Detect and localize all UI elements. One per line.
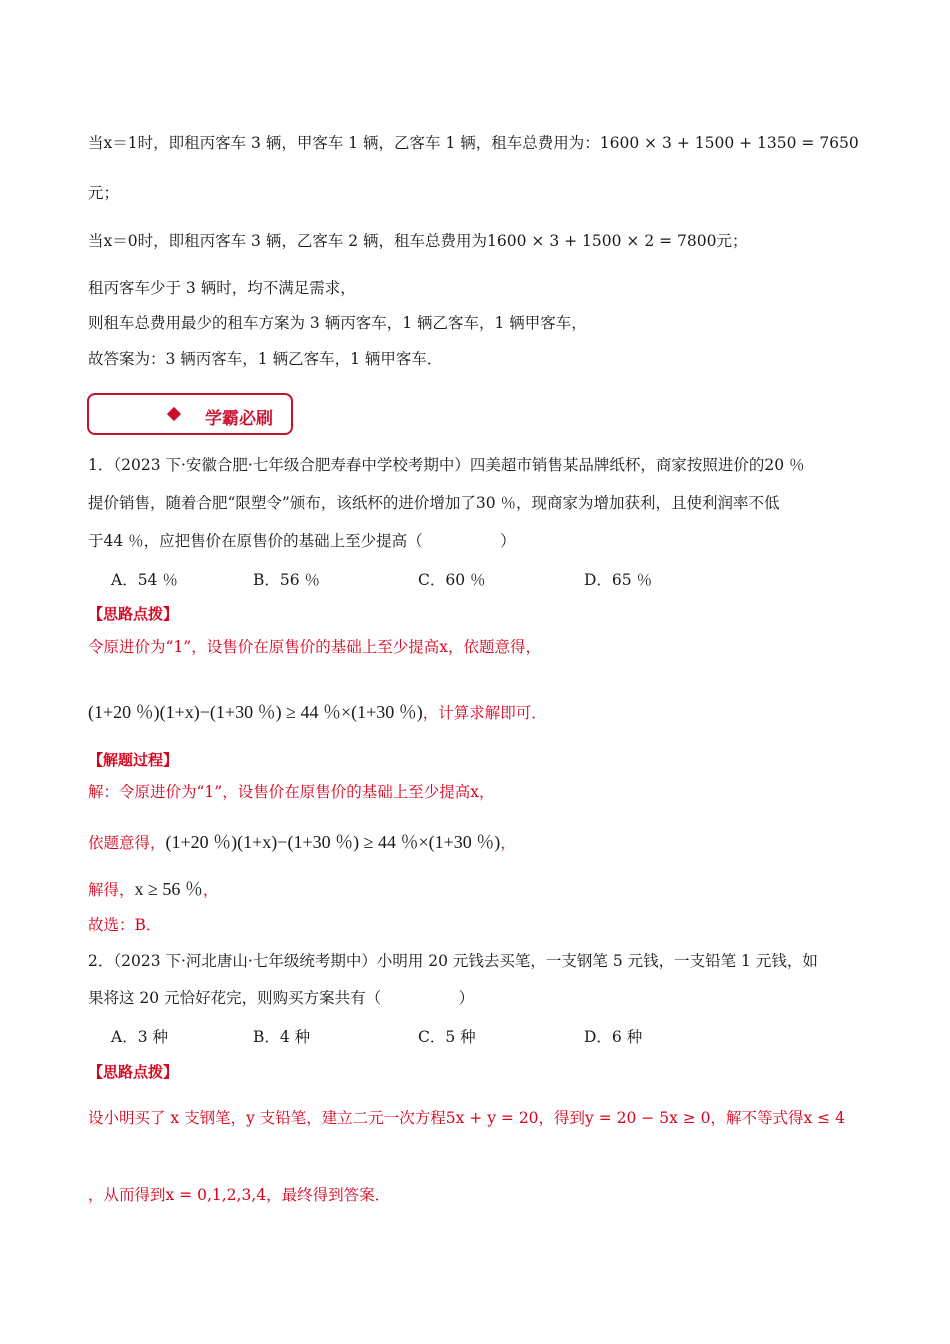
- section-heading: [87, 393, 293, 435]
- q1-option-c: C．60 ％: [418, 571, 486, 589]
- q2-hint-line-2: ，从而得到x = 0,1,2,3,4，最终得到答案．: [88, 1186, 391, 1204]
- q2-line-1: 2．（2023 下·河北唐山·七年级统考期中）小明用 20 元钱去买笔，一支钢笔 5 元钱，一支铅笔 1 元钱，如: [88, 952, 818, 970]
- q2-hint-tag: 【思路点拨】: [88, 1063, 179, 1081]
- intro-line-2: 当x＝0时，即租丙客车 3 辆，乙客车 2 辆，租车总费用为1600 × 3 + 1500 × 2 = 7800元；: [88, 232, 748, 250]
- q1-hint-tag: 【思路点拨】: [88, 605, 179, 623]
- q1-line-3: 于44 ％，应把售价在原售价的基础上至少提高（ ）: [88, 532, 516, 550]
- diamond-icon: [167, 407, 181, 421]
- q1-hint-formula-line: [88, 702, 547, 723]
- q2-option-a: A．3 种: [111, 1028, 168, 1046]
- q2-hint-line-1: 设小明买了 x 支钢笔，y 支铅笔，建立二元一次方程5x + y = 20，得到y = 20 − 5x ≥ 0，解不等式得x ≤ 4: [88, 1109, 845, 1127]
- q1-solution-line-2-formula: (1+20 ％)(1+x)−(1+30 ％) ≥ 44 ％×(1+30 ％): [165, 832, 501, 852]
- q1-solution-line-2-suffix: ，: [500, 834, 516, 852]
- section-title: 学霸必刷: [205, 409, 273, 429]
- q2-option-d: D．6 种: [584, 1028, 643, 1046]
- q1-option-d: D．65 ％: [584, 571, 653, 589]
- q1-option-a: A．54 ％: [111, 571, 178, 589]
- q1-hint-suffix: ，计算求解即可．: [422, 704, 547, 722]
- q1-solution-line-3-prefix: 解得，: [88, 881, 135, 899]
- q1-solution-line-3-formula: x ≥ 56 ％: [134, 879, 203, 899]
- q2-option-b: B．4 种: [253, 1028, 311, 1046]
- q1-line-1: 1．（2023 下·安徽合肥·七年级合肥寿春中学校考期中）四美超市销售某品牌纸杯，商家按照进价的20 ％: [88, 456, 805, 474]
- intro-line-5: 故答案为：3 辆丙客车，1 辆乙客车，1 辆甲客车．: [88, 350, 443, 368]
- intro-line-4: 则租车总费用最少的租车方案为 3 辆丙客车，1 辆乙客车，1 辆甲客车，: [88, 314, 587, 332]
- q1-line-2: 提价销售，随着合肥“限塑令”颁布，该纸杯的进价增加了30 ％，现商家为增加获利，且使利润率不低: [88, 494, 780, 512]
- q1-solution-line-2: [88, 832, 516, 853]
- q1-hint-line-1: 令原进价为“1”，设售价在原售价的基础上至少提高x，依题意得，: [88, 638, 541, 656]
- q1-solution-line-4: 故选：B．: [88, 916, 162, 934]
- q2-option-c: C．5 种: [418, 1028, 476, 1046]
- q1-solution-tag: 【解题过程】: [88, 751, 179, 769]
- q1-solution-line-3: [88, 879, 218, 900]
- q1-solution-line-3-suffix: ，: [202, 881, 219, 899]
- q1-option-b: B．56 ％: [253, 571, 321, 589]
- q1-solution-line-1: 解：令原进价为“1”，设售价在原售价的基础上至少提高x，: [88, 783, 495, 801]
- intro-line-1: 当x＝1时，即租丙客车 3 辆，甲客车 1 辆，乙客车 1 辆，租车总费用为：1600 × 3 + 1500 + 1350 = 7650: [88, 134, 859, 152]
- intro-line-3: 租丙客车少于 3 辆时，均不满足需求，: [88, 279, 356, 297]
- intro-line-1-cont: 元；: [88, 184, 120, 202]
- q1-hint-formula: (1+20 ％)(1+x)−(1+30 ％) ≥ 44 ％×(1+30 ％): [88, 702, 423, 722]
- q1-solution-line-2-prefix: 依题意得，: [88, 834, 166, 852]
- q2-line-2: 果将这 20 元恰好花完，则购买方案共有（ ）: [88, 989, 475, 1007]
